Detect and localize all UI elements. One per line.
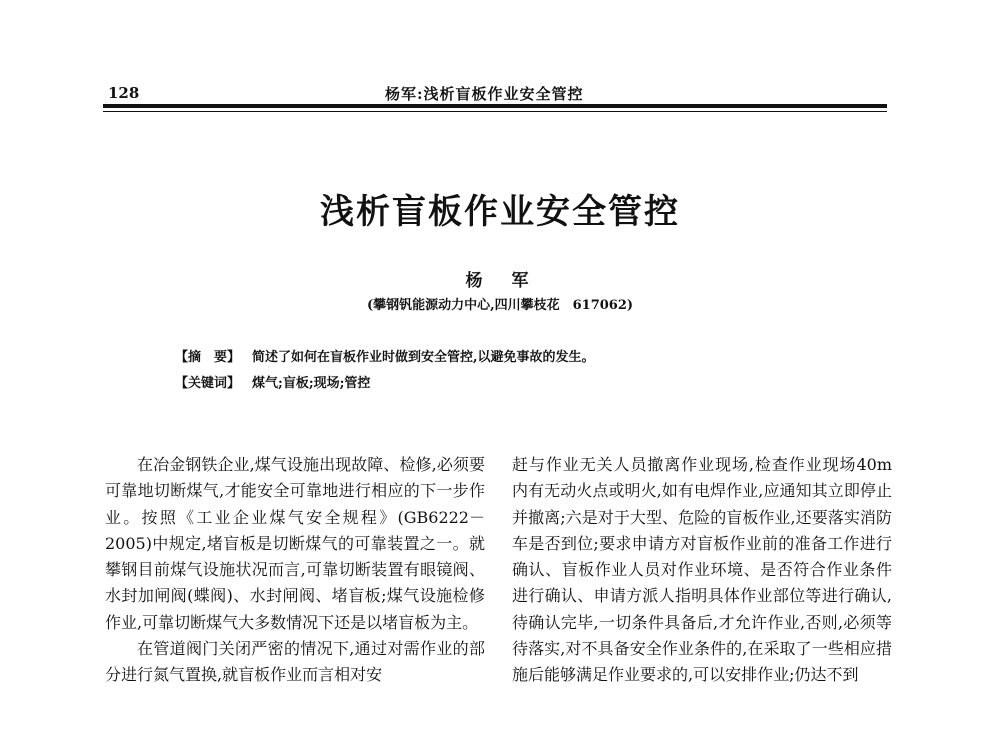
author-affiliation: (攀钢钒能源动力中心,四川攀枝花 617062) [366, 298, 634, 313]
keywords-label: 【关键词】 [175, 376, 241, 391]
body-paragraph [105, 636, 485, 689]
abstract [175, 346, 595, 365]
article-title: 浅析盲板作业安全管控 [320, 192, 680, 232]
body-paragraph [512, 452, 892, 689]
keywords [175, 372, 370, 391]
text-line: 煤气大多数情况下还是以堵盲板为主。 [206, 612, 479, 632]
abstract-label: 【摘 要】 [175, 350, 241, 365]
text-line: 赶与作业无关人员撤离作业现场,检查作业现场 [512, 455, 857, 474]
text-line: 在冶金钢铁企业,煤气设施出现故障、检修, [137, 455, 437, 474]
text-line: 其立即停止并撤离;六是对于大型、危险的盲板作 [512, 481, 892, 527]
text-line: 必须要可靠地切断煤气,才能安全可靠地进行相 [105, 455, 485, 501]
body-paragraph [105, 452, 485, 636]
text-line: 业环境、是否符合作业条件进行确认、申请方派人 [512, 560, 892, 606]
running-head: 杨军:浅析盲板作业安全管控 [385, 85, 584, 103]
header-rule-thin [103, 111, 887, 112]
text-line: 应的下一步作业。按照《工业企业煤气安全规 [105, 481, 485, 527]
author-name: 杨 军 [465, 271, 535, 291]
keywords-text: 煤气;盲板;现场;管控 [252, 376, 371, 391]
page-number: 128 [108, 84, 140, 102]
text-line: 业,还要落实消防车是否到位;要求申请方对盲板 [512, 507, 892, 553]
body-left-column [105, 452, 485, 689]
header-rule-thick [103, 104, 887, 108]
text-line: 的可靠装置之一。就攀钢目前煤气设施状况而 [105, 533, 485, 580]
text-line: 不具备安全作业条件的,在采取了一些相应措施 [512, 639, 892, 685]
text-line: 程》(GB6222－2005)中规定,堵盲板是切断煤气 [105, 507, 485, 553]
text-line: 条件具备后,才允许作业,否则,必须等待落实,对 [512, 612, 892, 659]
body-right-column [512, 452, 892, 689]
text-line: 言,可靠切断装置有眼镜阀、水封加闸阀(蝶阀)、 [105, 560, 485, 606]
text-line: 业的部分进行氮气置换,就盲板作业而言相对安 [105, 639, 485, 685]
abstract-text: 简述了如何在盲板作业时做到安全管控,以避免事故的发生。 [252, 350, 595, 365]
text-line: 后能够满足作业要求的,可以安排作业;仍达不到 [528, 665, 859, 685]
text-line: 水封闸阀、堵盲板;煤气设施检修作业,可靠切断 [105, 586, 485, 632]
text-line: 指明具体作业部位等进行确认,待确认完毕,一切 [512, 586, 892, 632]
text-line: 40m 内有无动火点或明火,如有电焊作业,应通知 [512, 455, 892, 501]
text-line: 在管道阀门关闭严密的情况下,通过对需作 [137, 639, 437, 659]
text-line: 作业前的准备工作进行确认、盲板作业人员对作 [512, 533, 892, 580]
